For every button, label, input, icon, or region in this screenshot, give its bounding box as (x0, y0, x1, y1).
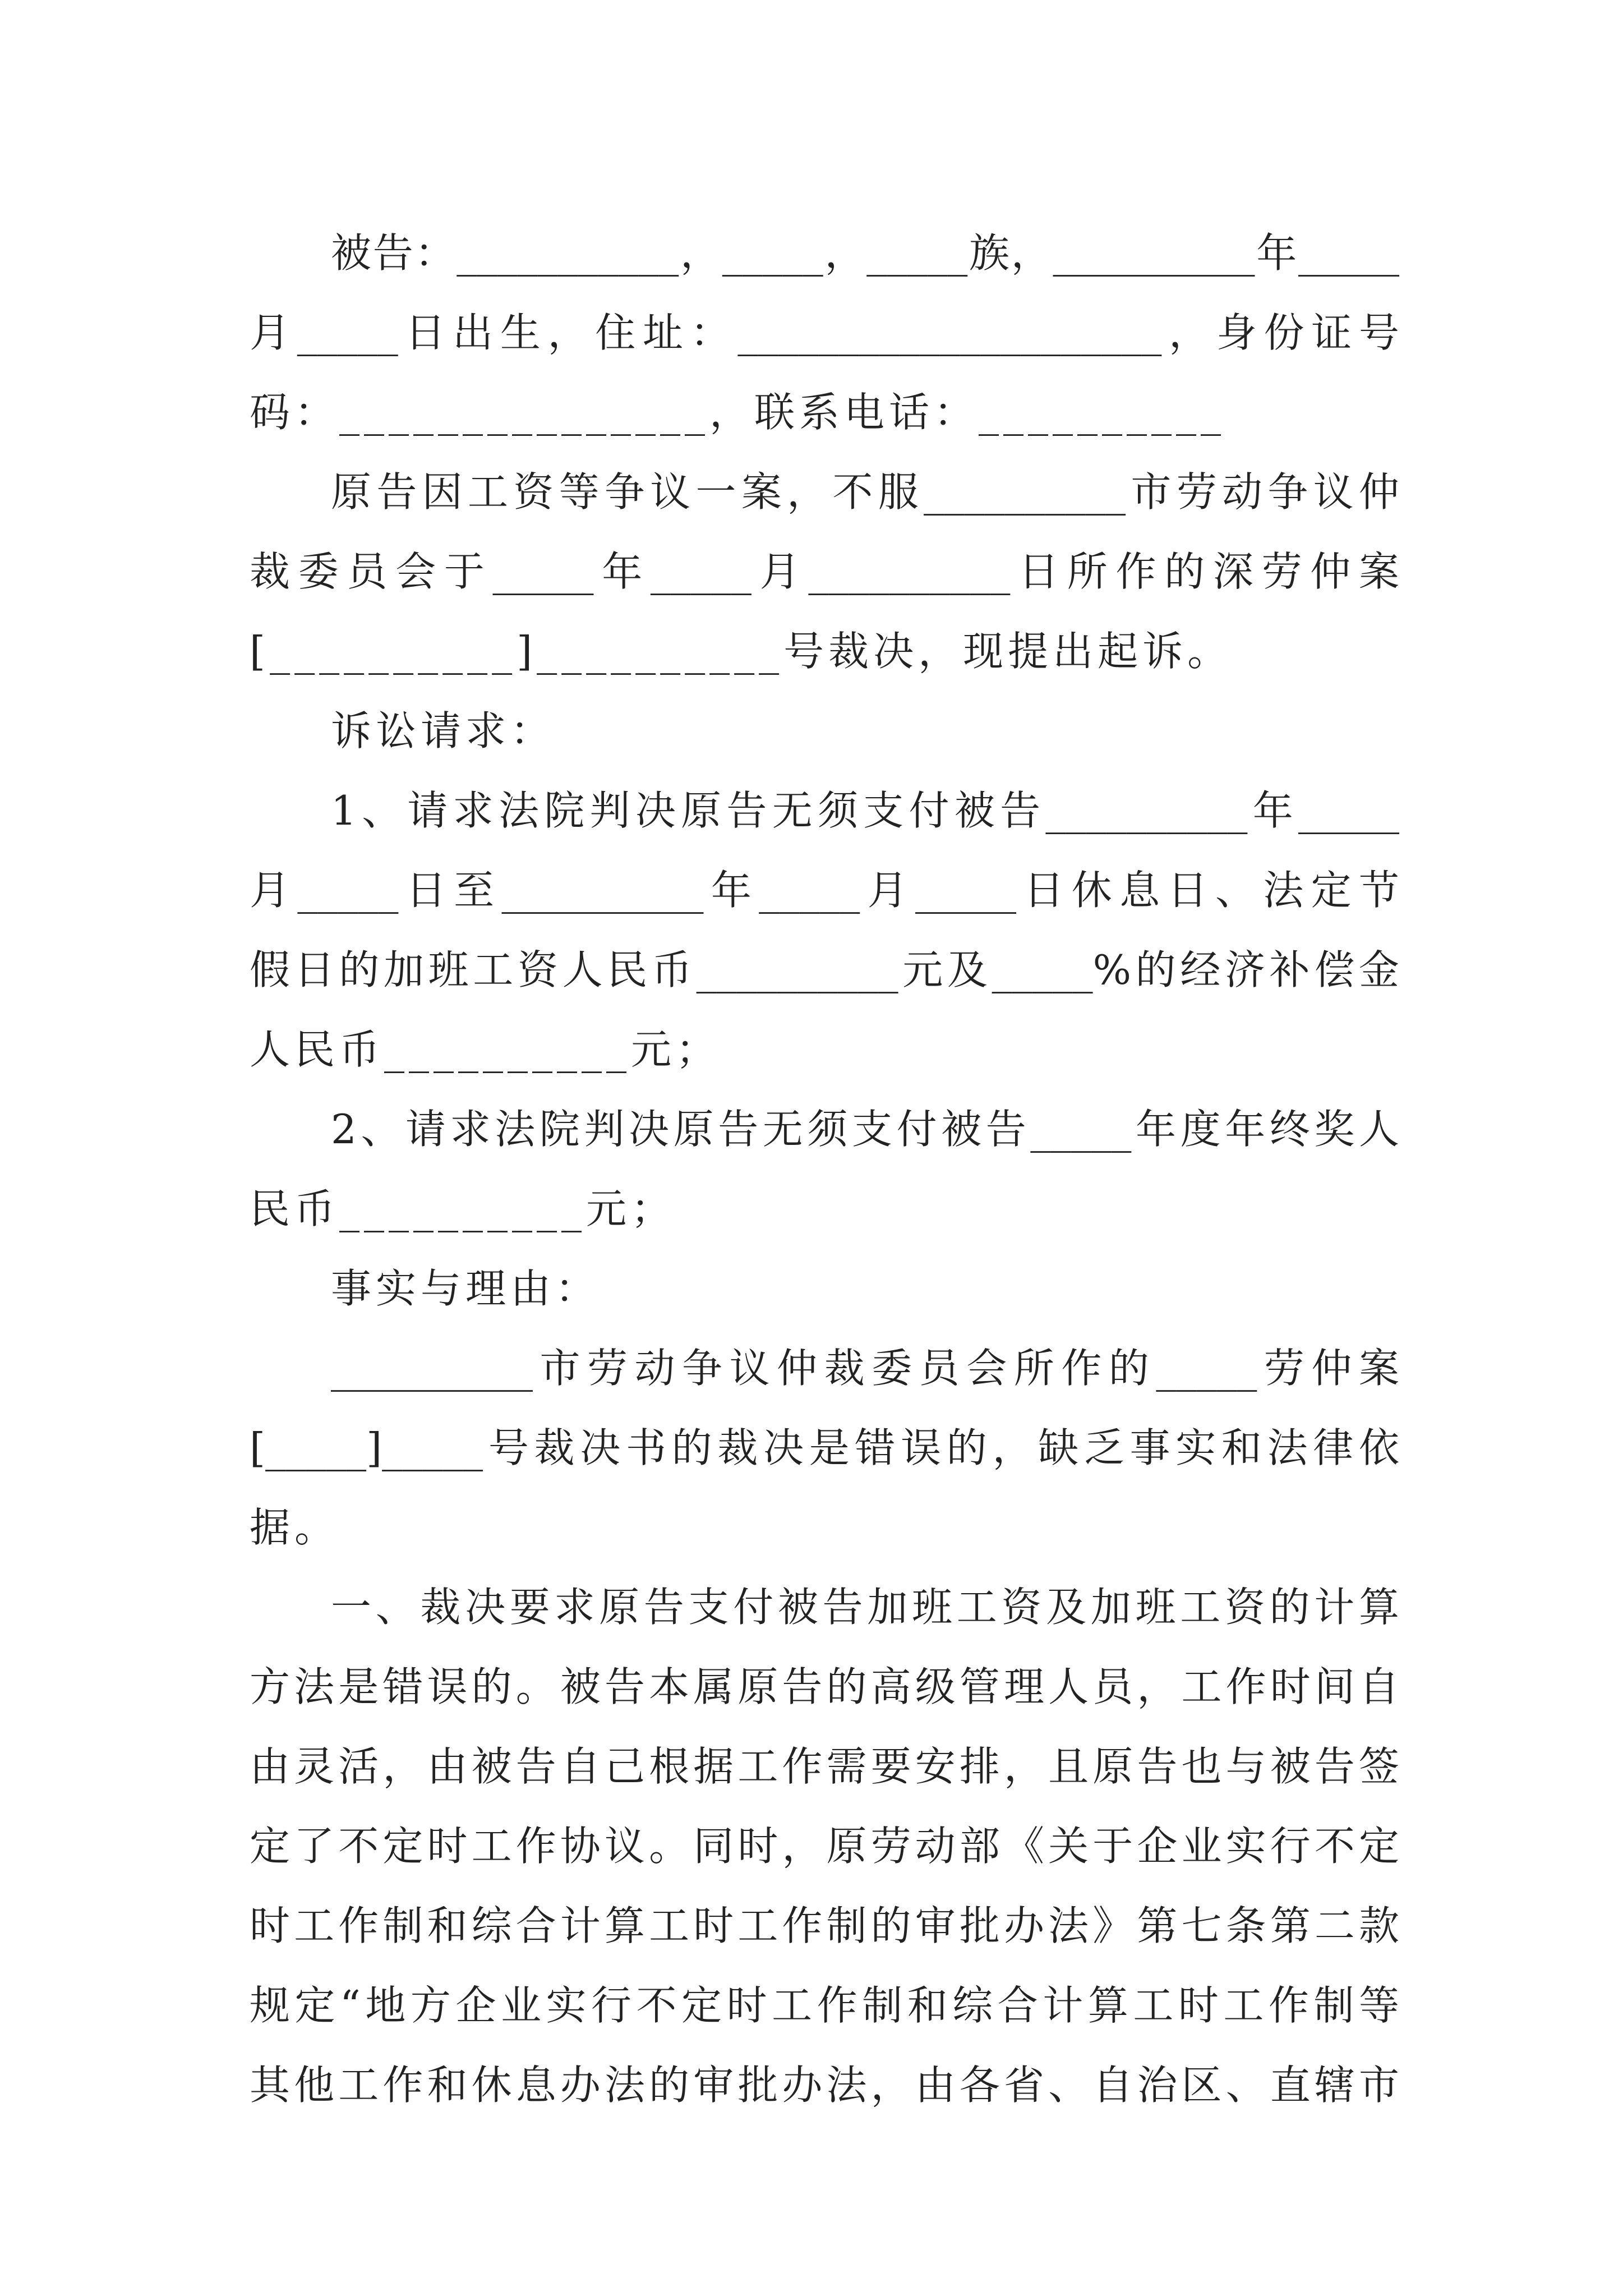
claim-1-line-4: 人民币__________元； (250, 1026, 721, 1073)
case-intro-line-2: 裁委员会于_____年_____月__________日所作的深劳仲案 (250, 548, 1399, 595)
claim-2-line-2: 民币__________元； (250, 1185, 676, 1232)
claim-2-line-1: 2、请求法院判决原告无须支付被告_____年度年终奖人 (331, 1106, 1399, 1153)
facts-heading: 事实与理由： (331, 1265, 601, 1312)
facts-line-1: __________市劳动争议仲裁委员会所作的_____劳仲案 (331, 1345, 1399, 1392)
defendant-line-3: 码：_______________，联系电话：__________ (250, 389, 1226, 436)
reason-1-line-3: 由灵活，由被告自己根据工作需要安排，且原告也与被告签 (250, 1743, 1399, 1790)
facts-line-3: 据。 (250, 1504, 340, 1551)
claim-1-line-2: 月_____日至__________年_____月_____日休息日、法定节 (250, 867, 1399, 914)
case-intro-line-3: [__________]__________号裁决，现提出起诉。 (250, 628, 1233, 675)
claim-1-line-3: 假日的加班工资人民币__________元及_____%的经济补偿金 (250, 946, 1399, 993)
reason-1-line-5: 时工作制和综合计算工时工作制的审批办法》第七条第二款 (250, 1902, 1399, 1949)
document-body (250, 213, 1399, 2125)
reason-1-line-2: 方法是错误的。被告本属原告的高级管理人员，工作时间自 (250, 1663, 1399, 1710)
case-intro-line-1: 原告因工资等争议一案，不服__________市劳动争议仲 (331, 468, 1399, 516)
facts-line-2: [_____]_____号裁决书的裁决是错误的，缺乏事实和法律依 (250, 1424, 1399, 1471)
reason-1-line-7: 其他工作和休息办法的审批办法，由各省、自治区、直辖市 (250, 2062, 1399, 2109)
reason-1-line-1: 一、裁决要求原告支付被告加班工资及加班工资的计算 (331, 1584, 1399, 1631)
defendant-line-1: 被告：___________，_____，_____族，__________年_____ (331, 229, 1399, 277)
reason-1-line-4: 定了不定时工作协议。同时，原劳动部《关于企业实行不定 (250, 1823, 1399, 1870)
claims-heading: 诉讼请求： (331, 707, 556, 754)
claim-1-line-1: 1、请求法院判决原告无须支付被告__________年_____ (331, 787, 1399, 834)
reason-1-line-6: 规定“地方企业实行不定时工作制和综合计算工时工作制等 (250, 1982, 1399, 2029)
defendant-line-2: 月_____日出生，住址：_____________________，身份证号 (250, 309, 1399, 356)
